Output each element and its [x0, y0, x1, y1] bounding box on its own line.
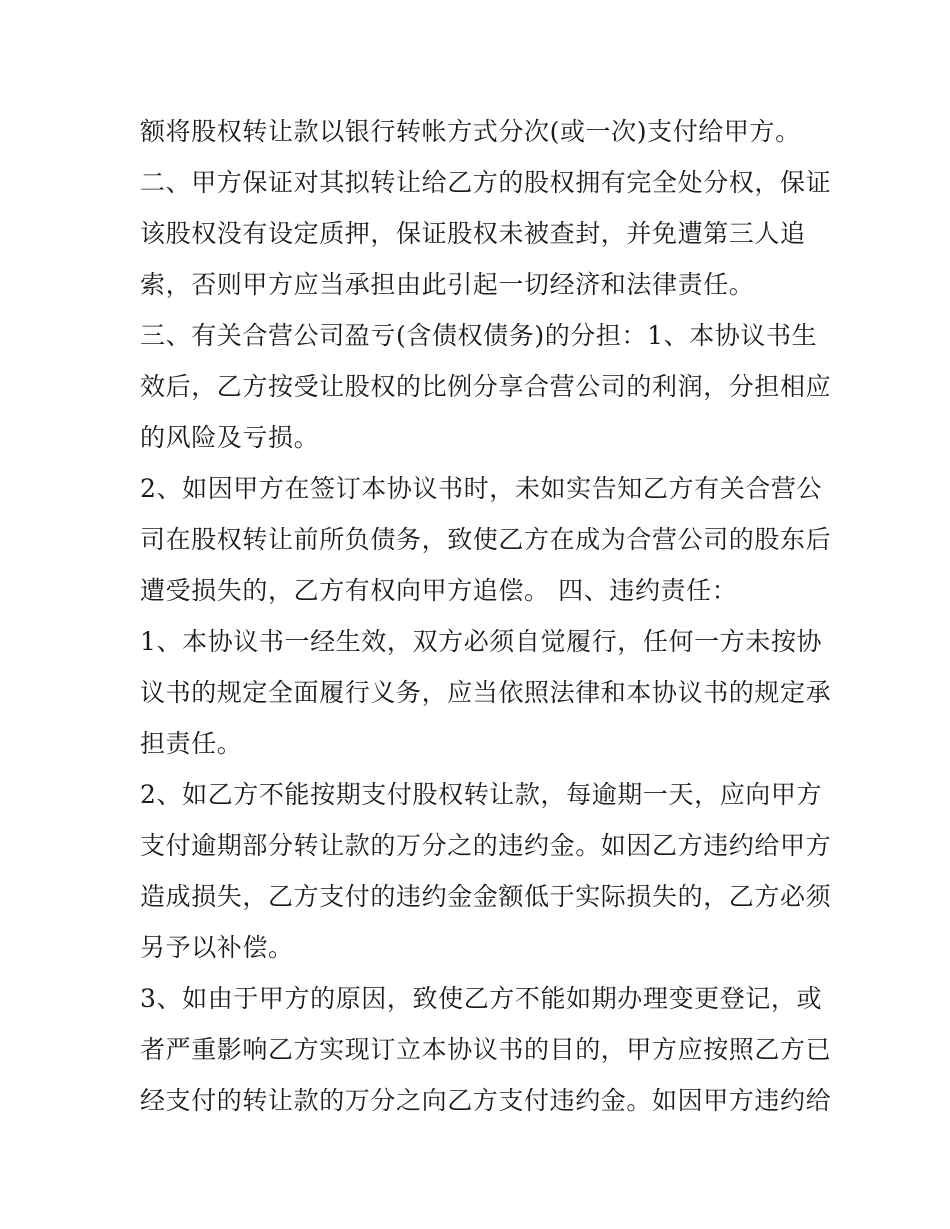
text-line: 造成损失，乙方支付的违约金金额低于实际损失的，乙方必须: [140, 882, 832, 911]
text-line: 2、如乙方不能按期支付股权转让款，每逾期一天，应向甲方: [140, 780, 823, 809]
text-line: 遭受损失的，乙方有权向甲方追偿。 四、违约责任：: [140, 576, 738, 605]
text-line: 三、有关合营公司盈亏(含债权债务)的分担：1、本协议书生: [140, 321, 818, 350]
text-line: 支付逾期部分转让款的万分之的违约金。如因乙方违约给甲方: [140, 831, 832, 860]
text-line: 经支付的转让款的万分之向乙方支付违约金。如因甲方违约给: [140, 1086, 832, 1115]
text-line: 二、甲方保证对其拟转让给乙方的股权拥有完全处分权，保证: [140, 168, 832, 197]
text-line: 1、本协议书一经生效，双方必须自觉履行，任何一方未按协: [140, 627, 823, 656]
text-line: 额将股权转让款以银行转帐方式分次(或一次)支付给甲方。: [140, 117, 801, 146]
text-line: 3、如由于甲方的原因，致使乙方不能如期办理变更登记，或: [140, 984, 823, 1013]
text-line: 效后，乙方按受让股权的比例分享合营公司的利润，分担相应: [140, 372, 832, 401]
text-line: 议书的规定全面履行义务，应当依照法律和本协议书的规定承: [140, 678, 832, 707]
text-line: 该股权没有设定质押，保证股权未被查封，并免遭第三人追: [140, 219, 806, 248]
text-line: 索，否则甲方应当承担由此引起一切经济和法律责任。: [140, 270, 755, 299]
document-body: [140, 106, 832, 1126]
text-line: 司在股权转让前所负债务，致使乙方在成为合营公司的股东后: [140, 525, 832, 554]
text-line: 者严重影响乙方实现订立本协议书的目的，甲方应按照乙方已: [140, 1035, 832, 1064]
text-line: 担责任。: [140, 729, 243, 758]
text-line: 的风险及亏损。: [140, 423, 320, 452]
text-line: 2、如因甲方在签订本协议书时，未如实告知乙方有关合营公: [140, 474, 823, 503]
text-line: 另予以补偿。: [140, 933, 294, 962]
